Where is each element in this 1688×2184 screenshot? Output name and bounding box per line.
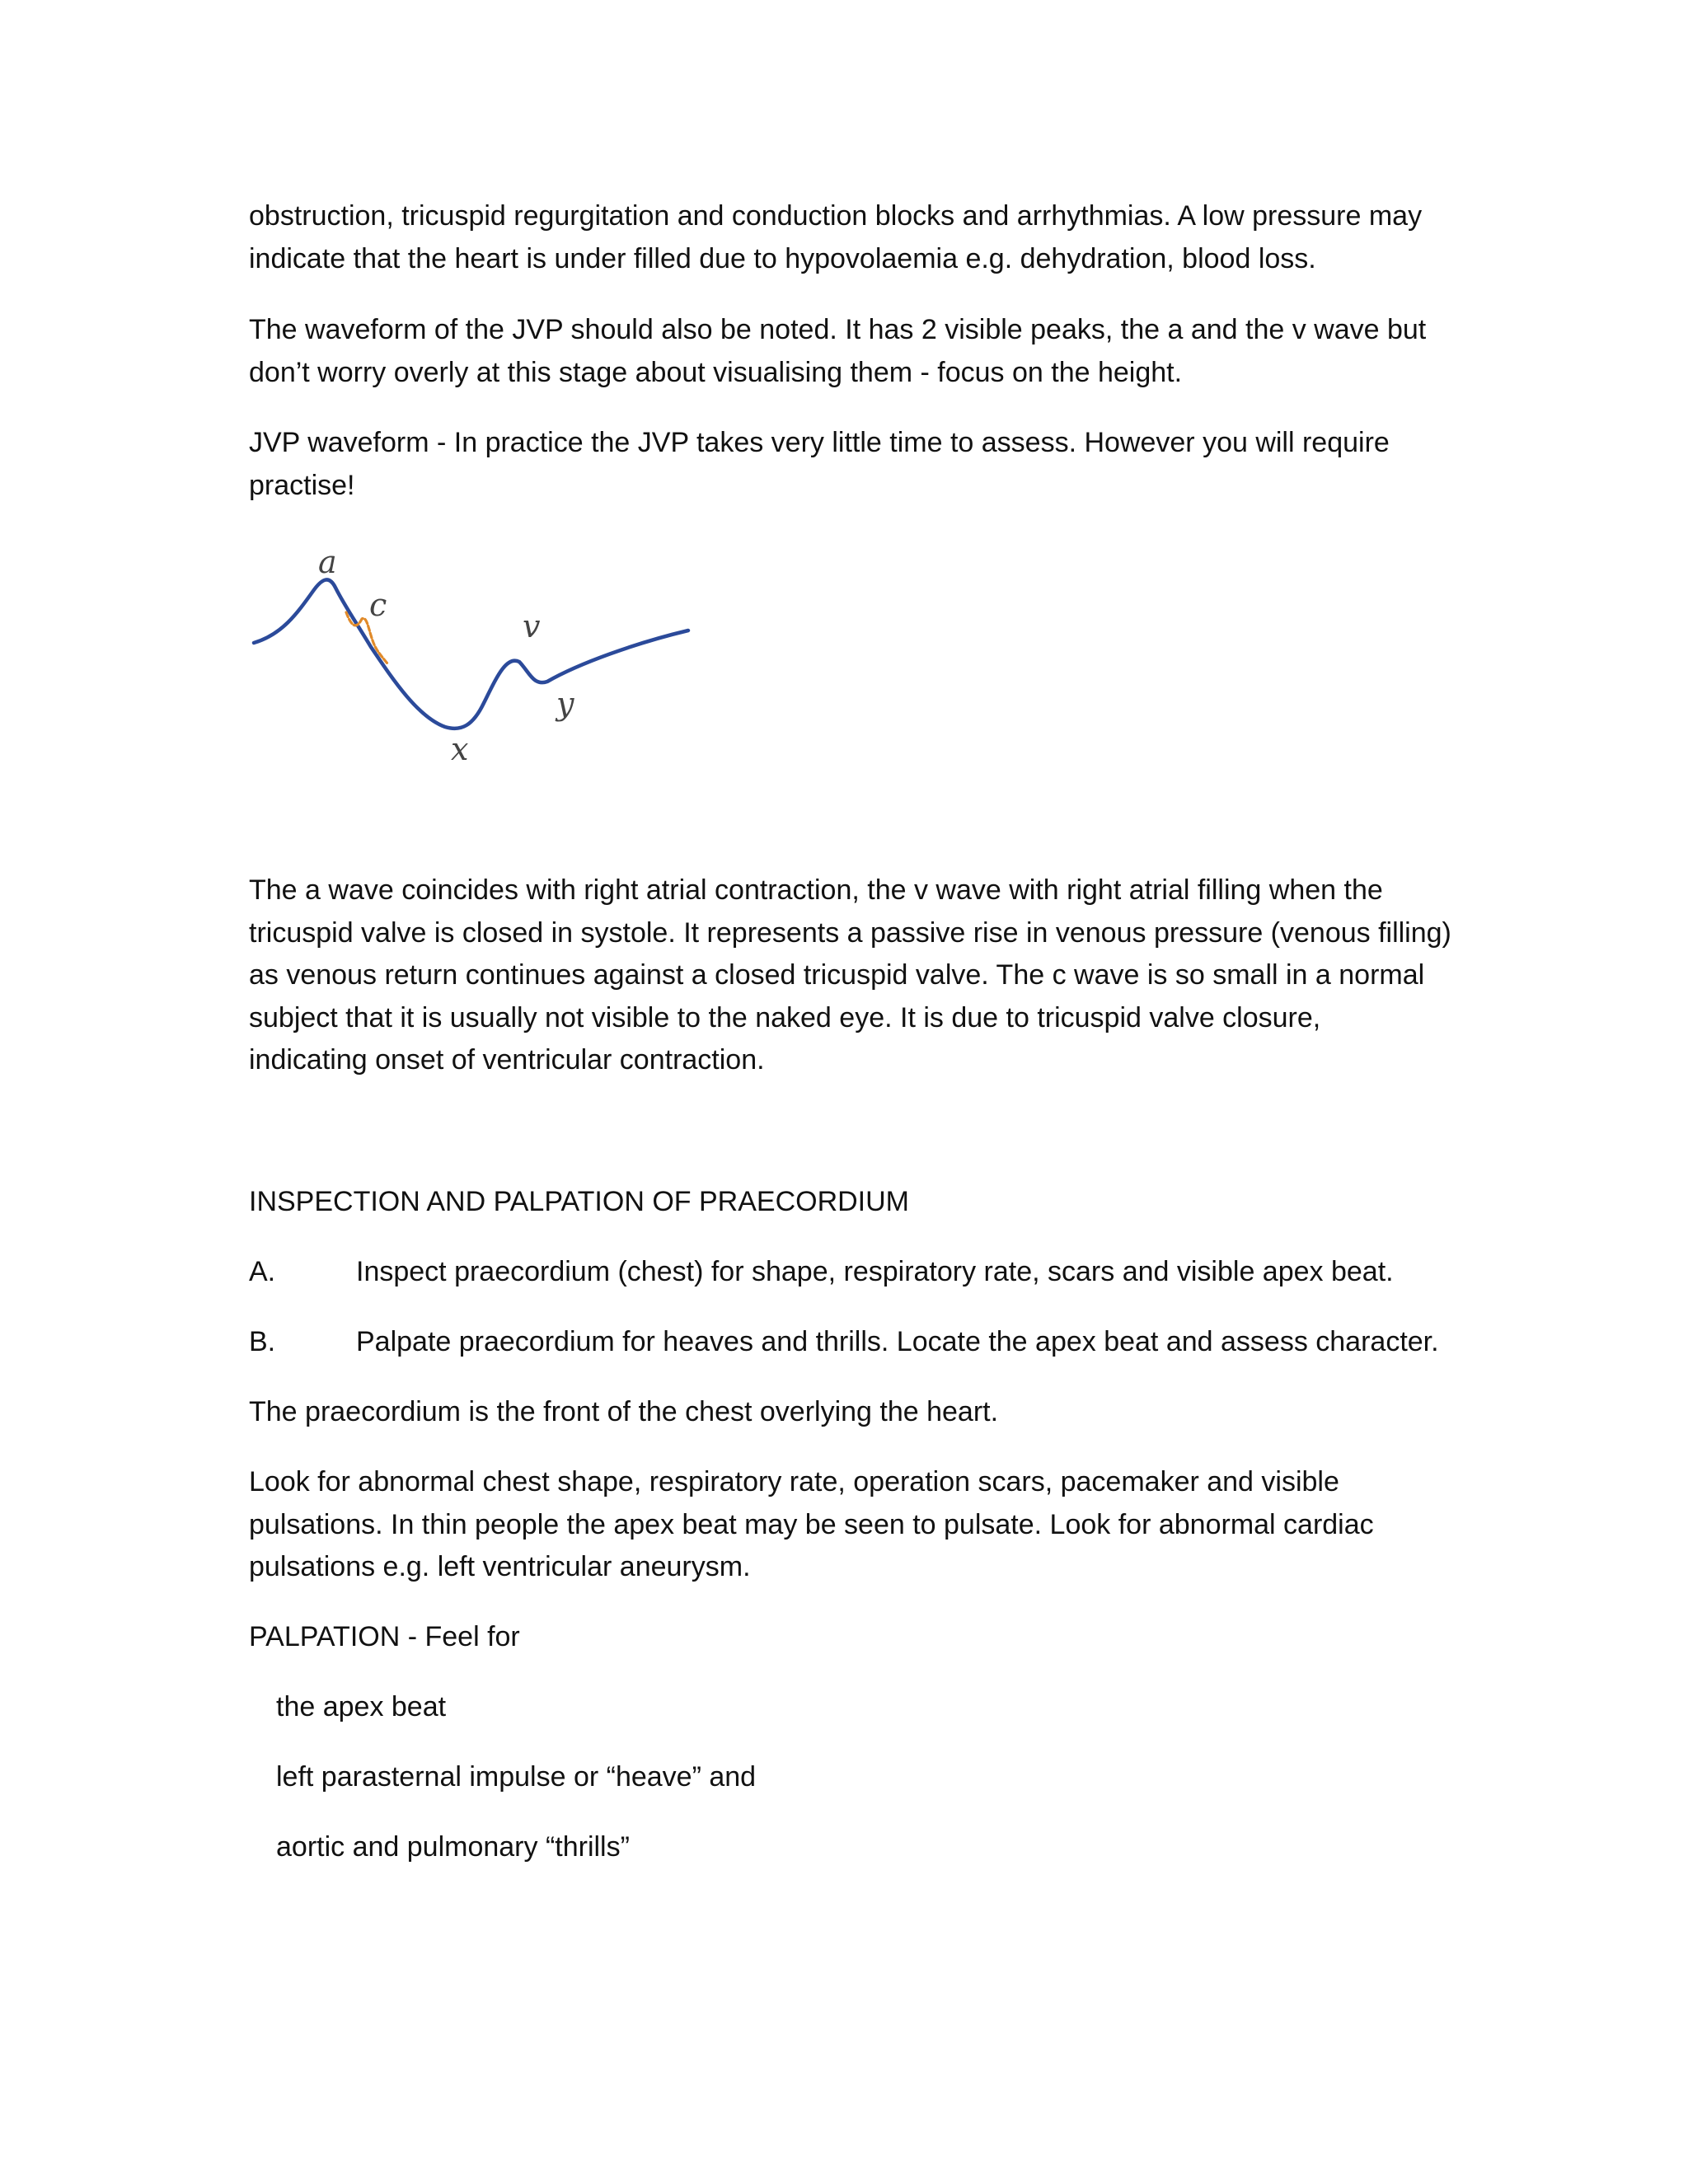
text-line: as venous return continues against a closed tricuspid valve. The c wave is so small in a normal — [249, 959, 1425, 991]
paragraph-palpation — [249, 1616, 1452, 1659]
jvp-waveform-figure — [249, 540, 702, 771]
paragraph-wave-explanation — [249, 869, 1452, 1082]
label-x: x — [451, 731, 469, 767]
palpation-item-apex: the apex beat — [276, 1691, 447, 1722]
text-line: Look for abnormal chest shape, respiratory rate, operation scars, pacemaker and visible — [249, 1466, 1339, 1497]
palpation-item-thrills: aortic and pulmonary “thrills” — [276, 1831, 630, 1863]
list-marker: B. — [249, 1326, 276, 1357]
paragraph-look-for — [249, 1461, 1452, 1589]
jvp-wave-line — [254, 579, 688, 728]
list-marker: A. — [249, 1256, 276, 1287]
label-y: y — [556, 686, 574, 722]
heading-text: INSPECTION AND PALPATION OF PRAECORDIUM — [249, 1186, 909, 1217]
text-line: The a wave coincides with right atrial contraction, the v wave with right atrial filling when the — [249, 874, 1383, 906]
paragraph-pressure-causes — [249, 195, 1452, 280]
list-item-text: Palpate praecordium for heaves and thrills. Locate the apex beat and assess character. — [356, 1326, 1439, 1357]
text-line: subject that it is usually not visible to the naked eye. It is due to tricuspid valve closure, — [249, 1001, 1321, 1033]
text-line: JVP waveform - In practice the JVP takes very little time to assess. However you will require — [249, 427, 1390, 458]
paragraph-waveform-note — [249, 309, 1452, 394]
text-line: indicating onset of ventricular contraction. — [249, 1044, 765, 1076]
label-c: c — [369, 587, 387, 623]
label-a: a — [318, 544, 337, 580]
text-line: indicate that the heart is under filled due to hypovolaemia e.g. dehydration, blood loss. — [249, 242, 1316, 274]
paragraph-jvp-practice — [249, 422, 1452, 507]
paragraph-praecordium-definition — [249, 1391, 1452, 1434]
text-line: pulsations. In thin people the apex beat may be seen to pulsate. Look for abnormal cardiac — [249, 1508, 1374, 1540]
list-item-text: Inspect praecordium (chest) for shape, respiratory rate, scars and visible apex beat. — [356, 1256, 1394, 1287]
section-heading — [249, 1181, 1452, 1224]
text-line: PALPATION - Feel for — [249, 1621, 520, 1652]
text-line: The praecordium is the front of the chest overlying the heart. — [249, 1396, 999, 1427]
text-line: pulsations e.g. left ventricular aneurysm. — [249, 1551, 751, 1582]
text-line: don’t worry overly at this stage about visualising them - focus on the height. — [249, 356, 1183, 388]
text-line: practise! — [249, 469, 355, 501]
text-line: The waveform of the JVP should also be noted. It has 2 visible peaks, the a and the v wave but — [249, 314, 1427, 345]
label-v: v — [523, 608, 541, 644]
palpation-item-heave: left parasternal impulse or “heave” and — [276, 1761, 757, 1793]
text-line: tricuspid valve is closed in systole. It represents a passive rise in venous pressure (venous filling) — [249, 916, 1451, 949]
jvp-waveform-diagram — [249, 540, 702, 771]
text-line: obstruction, tricuspid regurgitation and conduction blocks and arrhythmias. A low pressure may — [249, 200, 1423, 232]
